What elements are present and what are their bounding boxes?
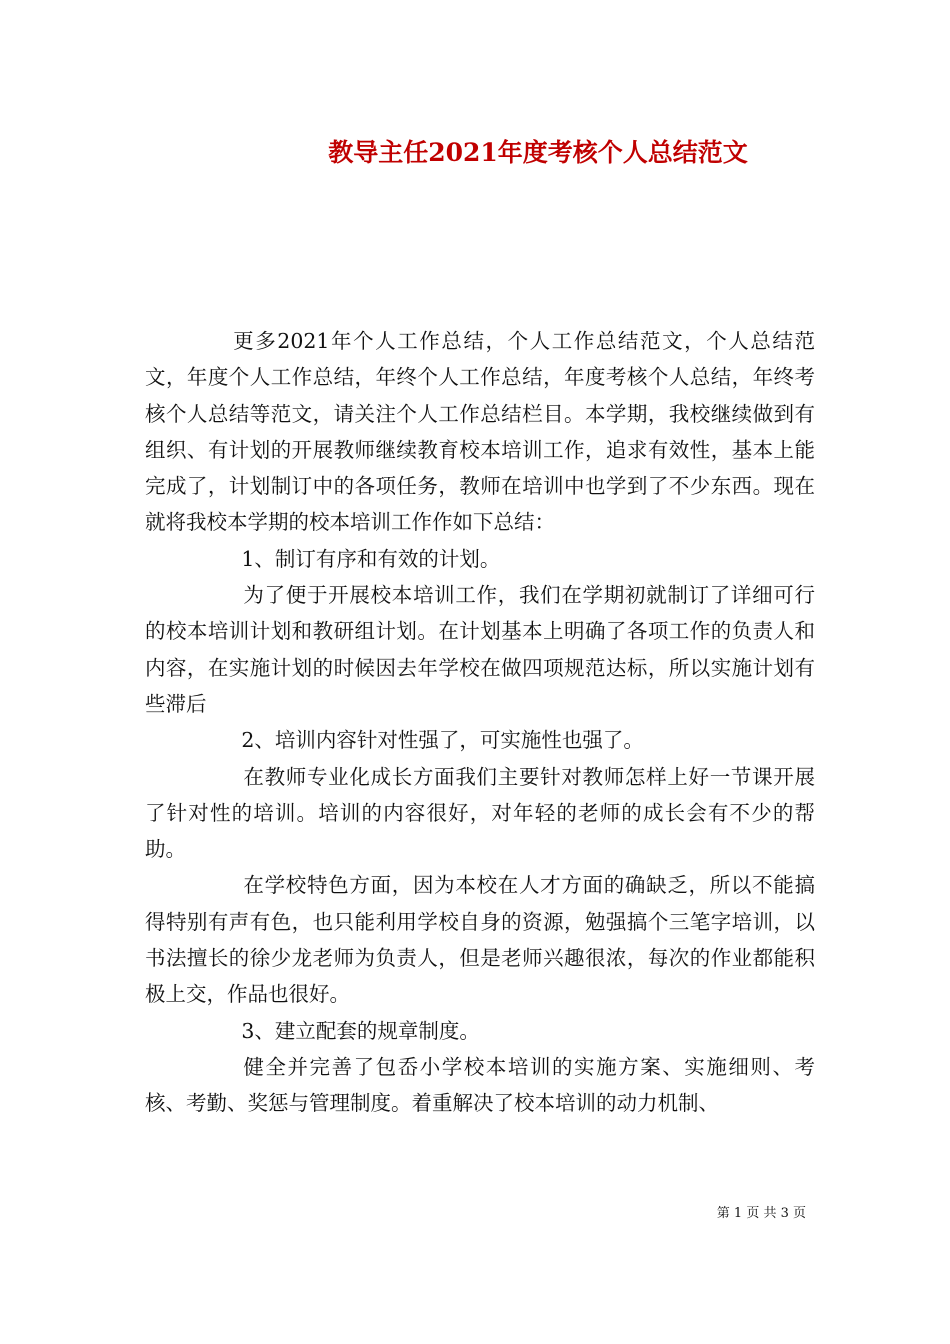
page-number-footer: 第 1 页 共 3 页: [716, 1206, 806, 1221]
section-heading-3: 3、建立配套的规章制度。: [241, 1018, 480, 1043]
section-heading-2: 2、培训内容针对性强了，可实施性也强了。: [241, 728, 644, 753]
intro-paragraph: 更多2021年个人工作总结，个人工作总结范文，个人总结范文，年度个人工作总结，年终个人工作总结，年度考核个人总结，年终考核个人总结等范文，请关注个人工作总结栏目。本学期，我校继续做到有组织、有计划的开展教师继续教育校本培训工作，追求有效性，基本上能完成了，计划制订中的各项任务，教师在培训中也学到了不少东西。现在就将我校本学期的校本培训工作作如下总结：: [145, 329, 815, 535]
paragraph-school-feature: 在学校特色方面，因为本校在人才方面的确缺乏，所以不能搞得特别有声有色，也只能利用学校自身的资源，勉强搞个三笔字培训，以书法擅长的徐少龙老师为负责人，但是老师兴趣很浓，每次的作业都能积极上交，作品也很好。: [145, 873, 815, 1007]
paragraph-training-content: 在教师专业化成长方面我们主要针对教师怎样上好一节课开展了针对性的培训。培训的内容很好，对年轻的老师的成长会有不少的帮助。: [145, 764, 815, 862]
section-heading-1: 1、制订有序和有效的计划。: [241, 546, 501, 571]
paragraph-rules: 健全并完善了包岙小学校本培训的实施方案、实施细则、考核、考勤、奖惩与管理制度。着重解决了校本培训的动力机制、: [145, 1054, 815, 1116]
paragraph-plan: 为了便于开展校本培训工作，我们在学期初就制订了详细可行的校本培训计划和教研组计划。在计划基本上明确了各项工作的负责人和内容，在实施计划的时候因去年学校在做四项规范达标，所以实施计划有些滞后: [145, 583, 815, 716]
document-title: 教导主任2021年度考核个人总结范文: [328, 138, 748, 167]
document-body: [145, 323, 815, 1122]
